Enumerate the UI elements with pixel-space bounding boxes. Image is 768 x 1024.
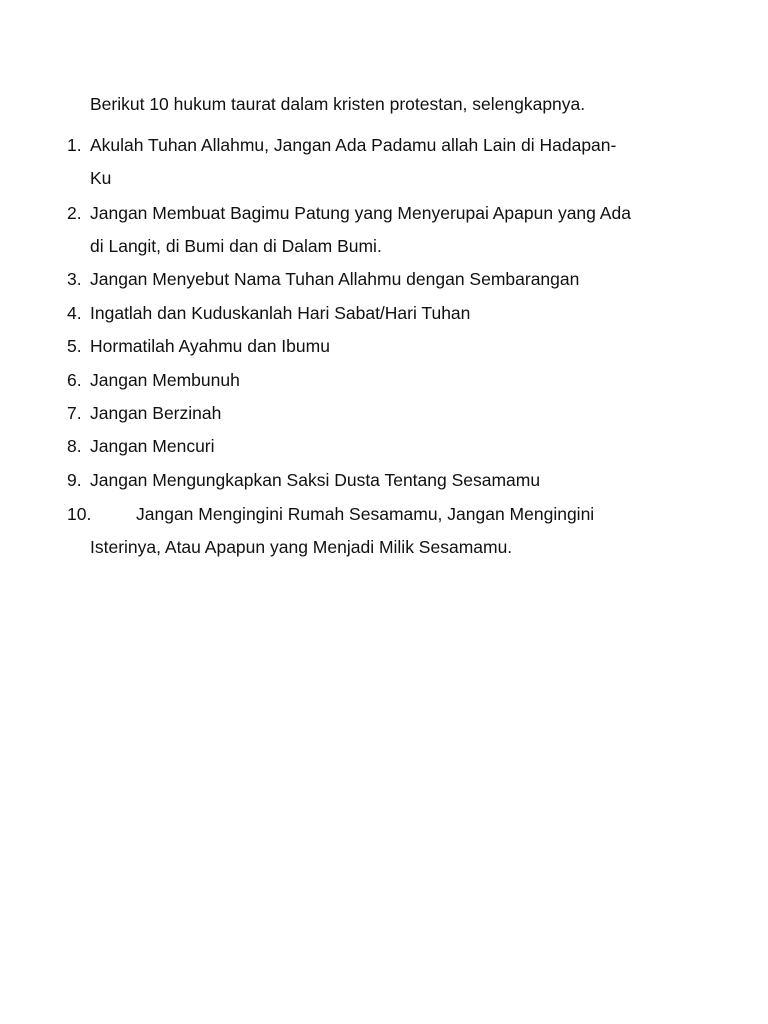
list-item-text <box>90 297 690 330</box>
list-item-line: Jangan Membuat Bagimu Patung yang Menyerupai Apapun yang Ada <box>90 202 631 223</box>
list-item-number: 4. <box>67 303 82 323</box>
list-item-line: Hormatilah Ayahmu dan Ibumu <box>90 335 330 356</box>
list-item-number: 5. <box>67 336 82 356</box>
list-item-text <box>90 498 690 564</box>
list-item-line: Jangan Membunuh <box>90 369 240 390</box>
list-item-text <box>90 129 690 195</box>
list-item-number: 10. <box>67 504 92 524</box>
list-item-line: Isterinya, Atau Apapun yang Menjadi Milik Sesamamu. <box>90 536 513 557</box>
list-item-text <box>90 263 690 296</box>
list-item-number: 1. <box>67 135 82 155</box>
list-item-line: Jangan Menyebut Nama Tuhan Allahmu dengan Sembarangan <box>90 268 580 289</box>
list-item-line: Ingatlah dan Kuduskanlah Hari Sabat/Hari Tuhan <box>90 302 471 323</box>
list-item-line: di Langit, di Bumi dan di Dalam Bumi. <box>90 235 382 256</box>
list-item-number: 9. <box>67 470 82 490</box>
intro-paragraph: Berikut 10 hukum taurat dalam kristen protestan, selengkapnya. <box>90 94 586 114</box>
list-item-line: Akulah Tuhan Allahmu, Jangan Ada Padamu allah Lain di Hadapan- <box>90 134 617 155</box>
list-item-line: Jangan Berzinah <box>90 402 222 423</box>
list-item-text <box>90 330 690 363</box>
list-item-line: Jangan Mengungkapkan Saksi Dusta Tentang Sesamamu <box>90 469 541 490</box>
list-item-text <box>90 397 690 430</box>
list-item-line: Jangan Mengingini Rumah Sesamamu, Jangan Mengingini <box>136 503 595 524</box>
list-item-text <box>90 197 690 263</box>
list-item-text <box>90 430 690 463</box>
list-item-number: 2. <box>67 203 82 223</box>
list-item-number: 7. <box>67 403 82 423</box>
list-item-line: Ku <box>90 167 112 188</box>
list-item-number: 3. <box>67 269 82 289</box>
list-item-number: 8. <box>67 436 82 456</box>
list-item-text <box>90 464 690 497</box>
list-item-text <box>90 364 690 397</box>
list-item-line: Jangan Mencuri <box>90 435 215 456</box>
list-item-number: 6. <box>67 370 82 390</box>
